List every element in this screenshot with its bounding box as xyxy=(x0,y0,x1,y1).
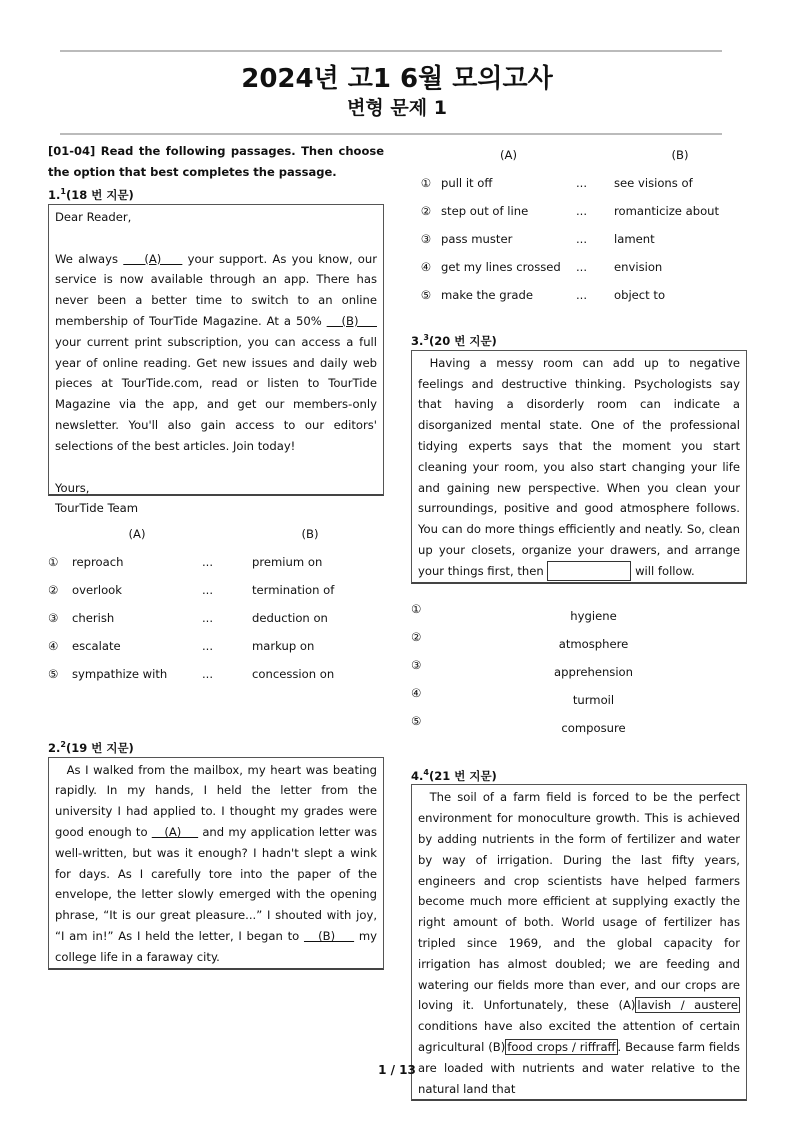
page-subtitle: 변형 문제 1 xyxy=(347,97,447,119)
q4-passage: The soil of a farm field is forced to be the perfect environment for monoculture growth. This is achieved by adding nutrients in the form of fertilizer and water by way of irrigation. During the last fifty years, engineers and crop scientists have helped farmers become much more efficient at supplying exactly the right amount of both. World usage of fertilizer has tripled since 1969, and the global capacity for irrigation has almost doubled; we are feeding and watering our fields more than ever, and our crops are loving it. Unfortunately, these (A) lavish / austere conditions have also excited the attention of certain agricultural (B) food crops / riffraff . Because farm fields are loaded with nutrients and water relative to the natural land that xyxy=(411,784,747,1101)
q1-options: (A) (B) ① reproach ... premium on ② overlook ... termination of ③ cherish ... deduction on ④ escalate ... markup on ⑤ sympathize with ... concession on xyxy=(48,520,368,688)
option-2[interactable]: ② atmosphere xyxy=(411,629,629,651)
option-3[interactable]: ③ pass muster ... lament xyxy=(420,232,655,246)
q3-options xyxy=(411,602,746,742)
header-rule xyxy=(60,133,722,135)
greeting: Dear Reader, xyxy=(55,209,132,224)
option-2[interactable]: ② step out of line ... romanticize about xyxy=(420,204,720,218)
q3-passage: Having a messy room can add up to negative feelings and destructive thinking. Psychologists say that having a disorderly room can indicate a disorganized mental state. One of the professional tidying experts says that the moment you start cleaning your room, you also start changing your life and gaining new perspective. When you clean your surroundings, positive and good atmosphere follows. You can do more things efficiently and neatly. So, clean up your closets, organize your drawers, and arrange your things first, then will follow. xyxy=(411,350,747,584)
option-5[interactable]: ⑤ sympathize with ... concession on xyxy=(48,666,335,681)
blank-b: (B) xyxy=(303,929,355,944)
option-4[interactable]: ④ escalate ... markup on xyxy=(48,638,315,653)
choice-box-a: lavish / austere xyxy=(637,998,738,1013)
option-4[interactable]: ④ turmoil xyxy=(411,685,615,707)
answer-blank-box xyxy=(547,561,631,581)
option-1[interactable]: ① reproach ... premium on xyxy=(48,554,323,569)
option-5[interactable]: ⑤ composure xyxy=(411,713,626,735)
option-5[interactable]: ⑤ make the grade ... object to xyxy=(420,288,666,302)
page-number: 1 / 13 xyxy=(378,1063,416,1077)
option-1[interactable]: ① hygiene xyxy=(411,601,617,623)
option-3[interactable]: ③ apprehension xyxy=(411,657,633,679)
right-column xyxy=(411,141,747,1101)
option-4[interactable]: ④ get my lines crossed ... envision xyxy=(420,260,663,274)
closing: Yours, xyxy=(55,480,90,495)
choice-box-b: food crops / riffraff xyxy=(507,1039,616,1054)
option-3[interactable]: ③ cherish ... deduction on xyxy=(48,610,328,625)
option-2[interactable]: ② overlook ... termination of xyxy=(48,582,335,597)
q2-heading: 2.$^2$(19 번 지문) xyxy=(48,739,134,755)
page-title: 2024년 고1 6월 모의고사 xyxy=(241,64,553,94)
q1-heading: 1.$^1$(18 번 지문) xyxy=(48,187,134,202)
q2-passage: As I walked from the mailbox, my heart was beating rapidly. In my hands, I held the letter from the university I had applied to. I thought my grades were good enough to (A) and my application letter was well-written, but was it enough? I hadn't slept a wink for days. As I carefully tore into the paper of the envelope, the letter slowly emerged with the opening phrase, “It is our great pleasure...” I shouted with joy, “I am in!” As I held the letter, I began to (B) my college life in a faraway city. xyxy=(48,757,384,970)
instructions: [01-04] Read the following passages. Then choose the option that best completes the passage. xyxy=(48,144,384,179)
q3-heading: 3.$^3$(20 번 지문) xyxy=(411,333,497,348)
option-1[interactable]: ① pull it off ... see visions of xyxy=(420,176,693,190)
blank-a: (A) xyxy=(123,251,183,266)
blank-a: (A) xyxy=(151,825,199,840)
q1-passage: Dear Reader, We always (A) your support. As you know, our service is now available through an app. There has never been a better time to switch to an online membership of TourTide Magazine. At a 50% (B) your current print subscription, you can access a full year of online reading. Get new issues and daily web pieces at TourTide.com, read or listen to TourTide Magazine via the app, and get our members-only newsletter. You'll also gain access to our editors' selections of the best articles. Join today! Yours, TourTide Team xyxy=(48,204,384,496)
q4-heading: 4.$^4$(21 번 지문) xyxy=(411,767,497,783)
signature: TourTide Team xyxy=(55,501,139,516)
q2-options: (A) (B) ① pull it off ... see visions of ② step out of line ... romanticize about ③ pass muster ... lament ④ get my lines crossed ... envision ⑤ make the grade ... object to xyxy=(411,141,746,309)
left-column xyxy=(48,141,384,970)
top-rule xyxy=(60,50,722,52)
blank-b: (B) xyxy=(326,314,377,329)
